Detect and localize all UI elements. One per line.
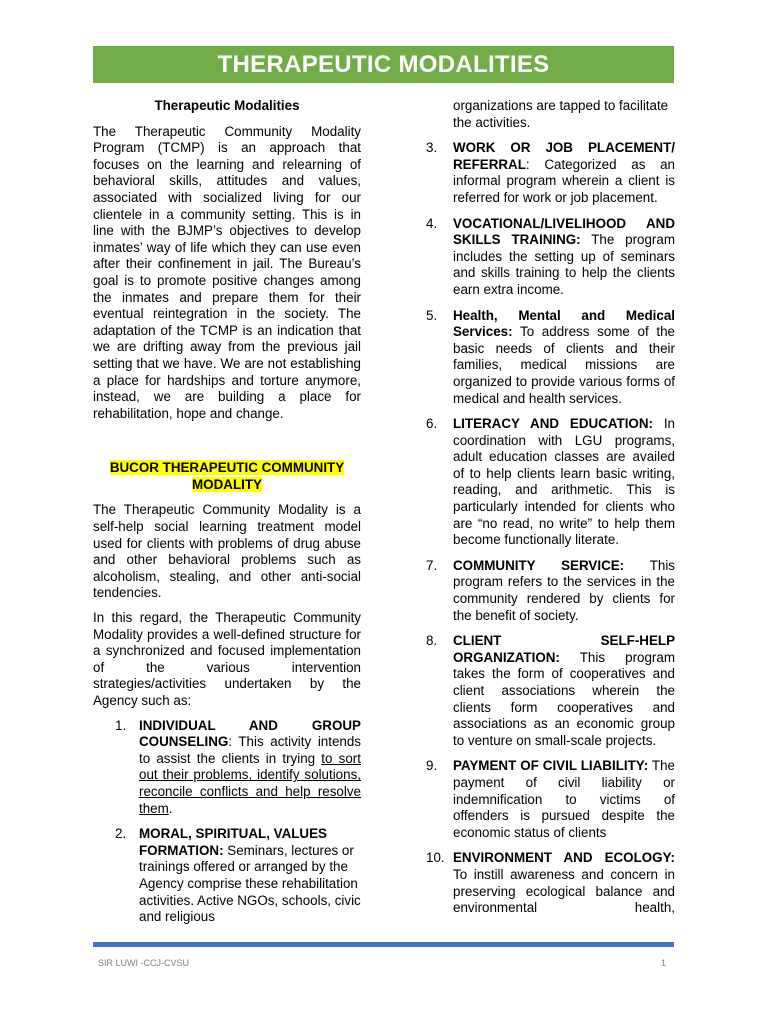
list-item-number: 9.	[426, 758, 438, 774]
definition-paragraph: The Therapeutic Community Modality is a self-help social learning treatment model used for clients with problems of drug abuse and other behavioral problems such as alcoholism, stealing, and other anti-social tendencies.	[93, 502, 361, 601]
list-item-body: In coordination with LGU programs, adult education classes are availed of to help clients learn basic writing, reading, and arithmetic. This is particularly intended for clients who are “no read, no write” to help them become functionally literate.	[453, 416, 675, 548]
modality-list-right	[426, 140, 675, 917]
list-item-title: CLIENT SELF-HELP ORGANIZATION:	[453, 633, 675, 665]
right-column	[426, 98, 675, 926]
list-item-number: 1.	[115, 717, 127, 733]
list-item	[93, 718, 361, 818]
list-item-body: To instill awareness and concern in preserving ecological balance and environmental health,	[453, 866, 675, 916]
list-item	[426, 850, 675, 916]
section-subheading: Therapeutic Modalities	[154, 98, 300, 113]
list-item-body: This program takes the form of cooperatives and client associations wherein the clients form cooperatives and associations as an economic group to venture on small-scale projects.	[453, 649, 675, 748]
list-item-title: INDIVIDUAL AND GROUP COUNSELING	[139, 717, 361, 750]
list-item-body: This program refers to the services in the community rendered by clients for the benefit of society.	[453, 557, 675, 623]
modality-list-left	[93, 718, 361, 926]
continued-text: organizations are tapped to facilitate the activities.	[453, 98, 669, 130]
list-item-body: To address some of the basic needs of clients and their families, medical missions are organized to provide various forms of medical and health services.	[453, 324, 675, 406]
highlighted-heading	[93, 460, 361, 493]
list-item-body: : Categorized as an informal program wherein a client is referred for work or job placement.	[453, 156, 675, 205]
list-item-number: 7.	[426, 557, 438, 573]
list-item-number: 2.	[115, 826, 127, 842]
list-item-body: The program includes the setting up of seminars and skills training to help the clients earn extra income.	[453, 232, 675, 297]
list-item-text	[139, 718, 361, 818]
list-item-title: LITERACY AND EDUCATION:	[453, 416, 653, 432]
list-item-title: ENVIRONMENT AND ECOLOGY:	[453, 850, 675, 866]
list-item-text	[139, 826, 361, 926]
footer-rule	[93, 942, 674, 947]
footer-author: SIR LUWI -CCJ-CVSU	[98, 958, 190, 968]
list-item-body: : This activity intends to assist the clients in trying	[139, 734, 361, 766]
list-item	[426, 416, 675, 549]
list-item-text	[453, 758, 675, 841]
list-item	[426, 633, 675, 749]
list-item-number: 3.	[426, 140, 438, 156]
list-item-number: 6.	[426, 416, 438, 432]
list-item-text	[453, 140, 675, 206]
list-item-title: PAYMENT OF CIVIL LIABILITY:	[453, 758, 649, 774]
list-item-text	[453, 633, 675, 749]
list-item	[426, 308, 675, 408]
list-item-number: 5.	[426, 307, 438, 323]
page-banner-title: THERAPEUTIC MODALITIES	[93, 46, 674, 83]
list-item	[426, 758, 675, 841]
list-item-text	[453, 416, 675, 549]
list-item-title: COMMUNITY SERVICE:	[453, 557, 625, 573]
highlighted-heading-line1: BUCOR THERAPEUTIC COMMUNITY	[109, 460, 345, 476]
list-item-text	[453, 308, 675, 408]
highlighted-heading-line2: MODALITY	[192, 476, 262, 492]
list-item-title: VOCATIONAL/LIVELIHOOD AND SKILLS TRAINING:	[453, 215, 675, 248]
list-item-text	[453, 850, 675, 916]
list-item-text	[453, 558, 675, 624]
page-number: 1	[661, 958, 667, 968]
list-item-body-end: .	[168, 800, 173, 816]
list-item-title: WORK OR JOB PLACEMENT/ REFERRAL	[453, 140, 675, 172]
list-item-number: 10.	[426, 850, 445, 866]
list-item-number: 4.	[426, 215, 438, 231]
list-item	[426, 558, 675, 624]
list-item	[426, 216, 675, 299]
structure-paragraph: In this regard, the Therapeutic Community Modality provides a well-defined structure for a synchronized and focused implementation of the various intervention strategies/activities undertaken by the Agency such as:	[93, 610, 361, 708]
left-column	[93, 98, 361, 935]
list-item-number: 8.	[426, 633, 438, 649]
underlined-text: to sort out their problems, identify solutions, reconcile conflicts and help resolve them	[139, 750, 361, 816]
list-item-title: Health, Mental and Medical Services:	[453, 307, 675, 340]
list-item-body: The payment of civil liability or indemnification to victims of offenders is pursued despite the economic status of clients	[453, 758, 675, 840]
list-item-body: Seminars, lectures or trainings offered or arranged by the Agency comprise these rehabilitation activities. Active NGOs, schools, civic and religious	[139, 842, 361, 925]
list-item-title: MORAL, SPIRITUAL, VALUES FORMATION:	[139, 826, 327, 858]
intro-paragraph: The Therapeutic Community Modality Program (TCMP) is an approach that focuses on the learning and relearning of behavioral skills, attitudes and values, associated with socialized living for our clientele in a community setting. This is in line with the BJMP’s objectives to develop inmates’ way of life which they can use even after their confinement in jail. The Bureau’s goal is to promote positive changes among the inmates and prepare them for their eventual reintegration in the society. The adaptation of the TCMP is an indication that we are drifting away from the previous jail setting that we have. We are not establishing a place for hardships and torture anymore, instead, we are building a place for rehabilitation, hope and change.	[93, 123, 361, 421]
list-item	[426, 140, 675, 206]
list-item	[93, 826, 361, 926]
list-item-text	[453, 216, 675, 299]
